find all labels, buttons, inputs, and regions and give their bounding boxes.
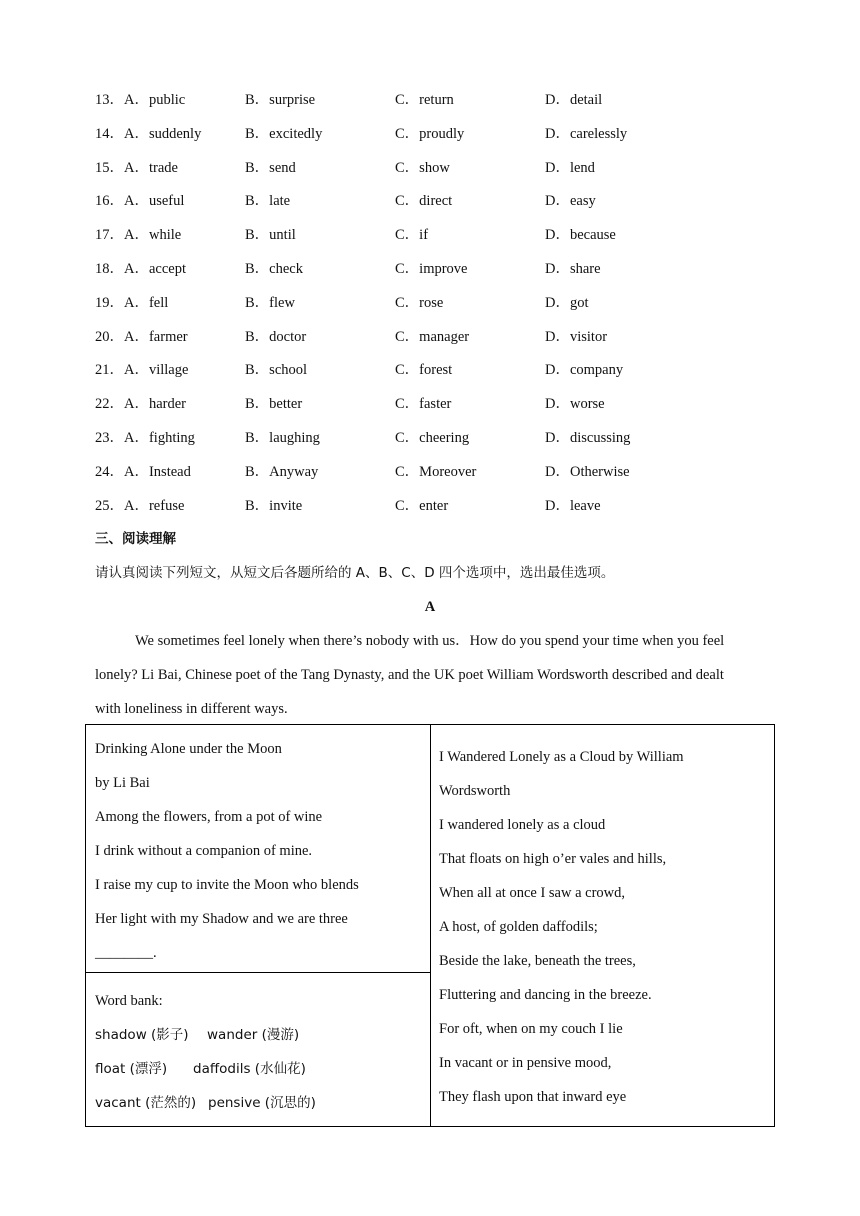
option-b: B．invite <box>245 497 303 514</box>
question-number-and-option-a <box>95 224 181 246</box>
question-number-and-option-a <box>95 326 188 348</box>
option-d: D．got <box>545 294 589 311</box>
question-row <box>95 461 795 483</box>
question-number-and-option-a <box>95 461 191 483</box>
option-d: D．carelessly <box>545 125 628 142</box>
intro-line-1: We sometimes feel lonely when there’s nobody with us．How do you spend your time when you feel <box>135 633 725 649</box>
option-c: C．show <box>395 159 450 176</box>
option-d: D．because <box>545 227 616 244</box>
option-c: C．if <box>395 227 429 244</box>
option-c: C．Moreover <box>395 463 477 480</box>
option-b: B．surprise <box>245 92 316 108</box>
option-a: A．Instead <box>124 463 191 480</box>
option-c: C．faster <box>395 396 452 413</box>
option-d: D．company <box>545 362 624 379</box>
question-number-and-option-a <box>95 258 186 280</box>
option-b: B．laughing <box>245 430 320 446</box>
question-number: 23． <box>95 430 124 446</box>
right-poem-line: A host, of golden daffodils; <box>439 919 598 935</box>
option-b: B．check <box>245 261 303 277</box>
right-poem-line: They flash upon that inward eye <box>439 1089 627 1105</box>
option-a: A．useful <box>124 193 185 210</box>
question-row <box>95 224 795 246</box>
question-number-and-option-a <box>95 393 186 415</box>
question-number: 19． <box>95 294 124 311</box>
question-number: 18． <box>95 261 124 277</box>
question-number: 14． <box>95 125 124 142</box>
left-poem-line: Among the flowers, from a pot of wine <box>95 809 323 825</box>
option-d: D．leave <box>545 497 601 514</box>
left-poem-line: I raise my cup to invite the Moon who blends <box>95 877 359 893</box>
option-d: D．visitor <box>545 328 608 345</box>
answer-blank: ________. <box>95 945 157 961</box>
option-a: A．farmer <box>124 328 188 345</box>
left-poem-line: Her light with my Shadow and we are three <box>95 911 348 927</box>
poem-table <box>85 724 775 1127</box>
question-number-and-option-a <box>95 123 201 145</box>
option-d: D．lend <box>545 159 595 176</box>
option-c: C．enter <box>395 497 449 514</box>
option-a: A．fighting <box>124 430 195 446</box>
question-number-and-option-a <box>95 157 178 179</box>
instruction-text: 请认真阅读下列短文，从短文后各题所给的 A、B、C、D 四个选项中，选出最佳选项。 <box>95 565 615 581</box>
option-a: A．refuse <box>124 497 185 514</box>
right-poem-line: That floats on high o’er vales and hills, <box>439 851 667 867</box>
option-d: D．share <box>545 261 601 277</box>
question-row <box>95 89 795 111</box>
option-c: C．forest <box>395 362 453 379</box>
option-c: C．cheering <box>395 430 470 446</box>
section-title: 三、阅读理解 <box>95 531 176 547</box>
option-c: C．return <box>395 92 454 108</box>
question-row <box>95 495 795 517</box>
option-a: A．accept <box>124 261 186 277</box>
option-c: C．proudly <box>395 125 465 142</box>
option-a: A．public <box>124 92 186 108</box>
word-bank-entry: pensive (沉思的) <box>208 1095 316 1111</box>
option-c: C．manager <box>395 328 470 345</box>
option-b: B．flew <box>245 294 295 311</box>
word-bank-entry: daffodils (水仙花) <box>193 1061 306 1077</box>
right-poem-line: For oft, when on my couch I lie <box>439 1021 623 1037</box>
question-row <box>95 123 795 145</box>
question-number-and-option-a <box>95 495 184 517</box>
right-poem-line: I Wandered Lonely as a Cloud by William <box>439 749 684 765</box>
question-number: 17． <box>95 227 124 244</box>
question-row <box>95 258 795 280</box>
intro-line-3: with loneliness in different ways. <box>95 701 288 717</box>
table-divider-horizontal <box>86 972 430 973</box>
option-b: B．excitedly <box>245 125 323 142</box>
option-b: B．until <box>245 227 296 244</box>
question-row <box>95 359 795 381</box>
question-number: 15． <box>95 159 124 176</box>
option-d: D．discussing <box>545 430 631 446</box>
question-number: 13． <box>95 92 124 108</box>
option-a: A．village <box>124 362 189 379</box>
question-row <box>95 393 795 415</box>
passage-label: A <box>424 599 436 615</box>
option-c: C．rose <box>395 294 444 311</box>
right-poem-line: Wordsworth <box>439 783 511 799</box>
option-c: C．improve <box>395 261 468 277</box>
question-row <box>95 157 795 179</box>
right-poem-line: In vacant or in pensive mood, <box>439 1055 612 1071</box>
left-poem-line: by Li Bai <box>95 775 150 791</box>
word-bank-entry: vacant (茫然的) <box>95 1095 197 1111</box>
question-number-and-option-a <box>95 292 168 314</box>
word-bank-entry: float (漂浮) <box>95 1061 168 1077</box>
option-b: B．Anyway <box>245 463 319 480</box>
question-row <box>95 427 795 449</box>
question-row <box>95 326 795 348</box>
option-d: D．Otherwise <box>545 463 630 480</box>
question-row <box>95 292 795 314</box>
option-b: B．school <box>245 362 308 379</box>
table-divider-vertical <box>430 725 431 1126</box>
option-b: B．send <box>245 159 296 176</box>
option-b: B．better <box>245 396 303 413</box>
option-a: A．fell <box>124 294 169 311</box>
word-bank-entry: wander (漫游) <box>207 1027 300 1043</box>
question-number: 16． <box>95 193 124 210</box>
word-bank-entry: shadow (影子) <box>95 1027 189 1043</box>
option-a: A．harder <box>124 396 187 413</box>
right-poem-line: Beside the lake, beneath the trees, <box>439 953 636 969</box>
option-c: C．direct <box>395 193 453 210</box>
question-row <box>95 190 795 212</box>
left-poem-line: I drink without a companion of mine. <box>95 843 313 859</box>
option-d: D．easy <box>545 193 596 210</box>
right-poem-line: I wandered lonely as a cloud <box>439 817 606 833</box>
right-poem-line: Fluttering and dancing in the breeze. <box>439 987 652 1003</box>
question-number: 22． <box>95 396 124 413</box>
option-b: B．late <box>245 193 291 210</box>
option-b: B．doctor <box>245 328 307 345</box>
left-poem-line: Drinking Alone under the Moon <box>95 741 282 757</box>
question-number-and-option-a <box>95 359 188 381</box>
right-poem-line: When all at once I saw a crowd, <box>439 885 626 901</box>
option-d: D．detail <box>545 92 603 108</box>
intro-line-2: lonely? Li Bai, Chinese poet of the Tang Dynasty, and the UK poet William Wordsworth described and dealt <box>95 667 724 683</box>
option-a: A．suddenly <box>124 125 202 142</box>
question-number-and-option-a <box>95 89 185 111</box>
question-number-and-option-a <box>95 427 195 449</box>
question-number: 24． <box>95 463 124 480</box>
word-bank-title: Word bank: <box>95 993 163 1009</box>
option-a: A．trade <box>124 159 178 176</box>
option-d: D．worse <box>545 396 605 413</box>
question-number-and-option-a <box>95 190 184 212</box>
question-number: 20． <box>95 328 124 345</box>
option-a: A．while <box>124 227 182 244</box>
question-number: 25． <box>95 497 124 514</box>
question-number: 21． <box>95 362 124 379</box>
